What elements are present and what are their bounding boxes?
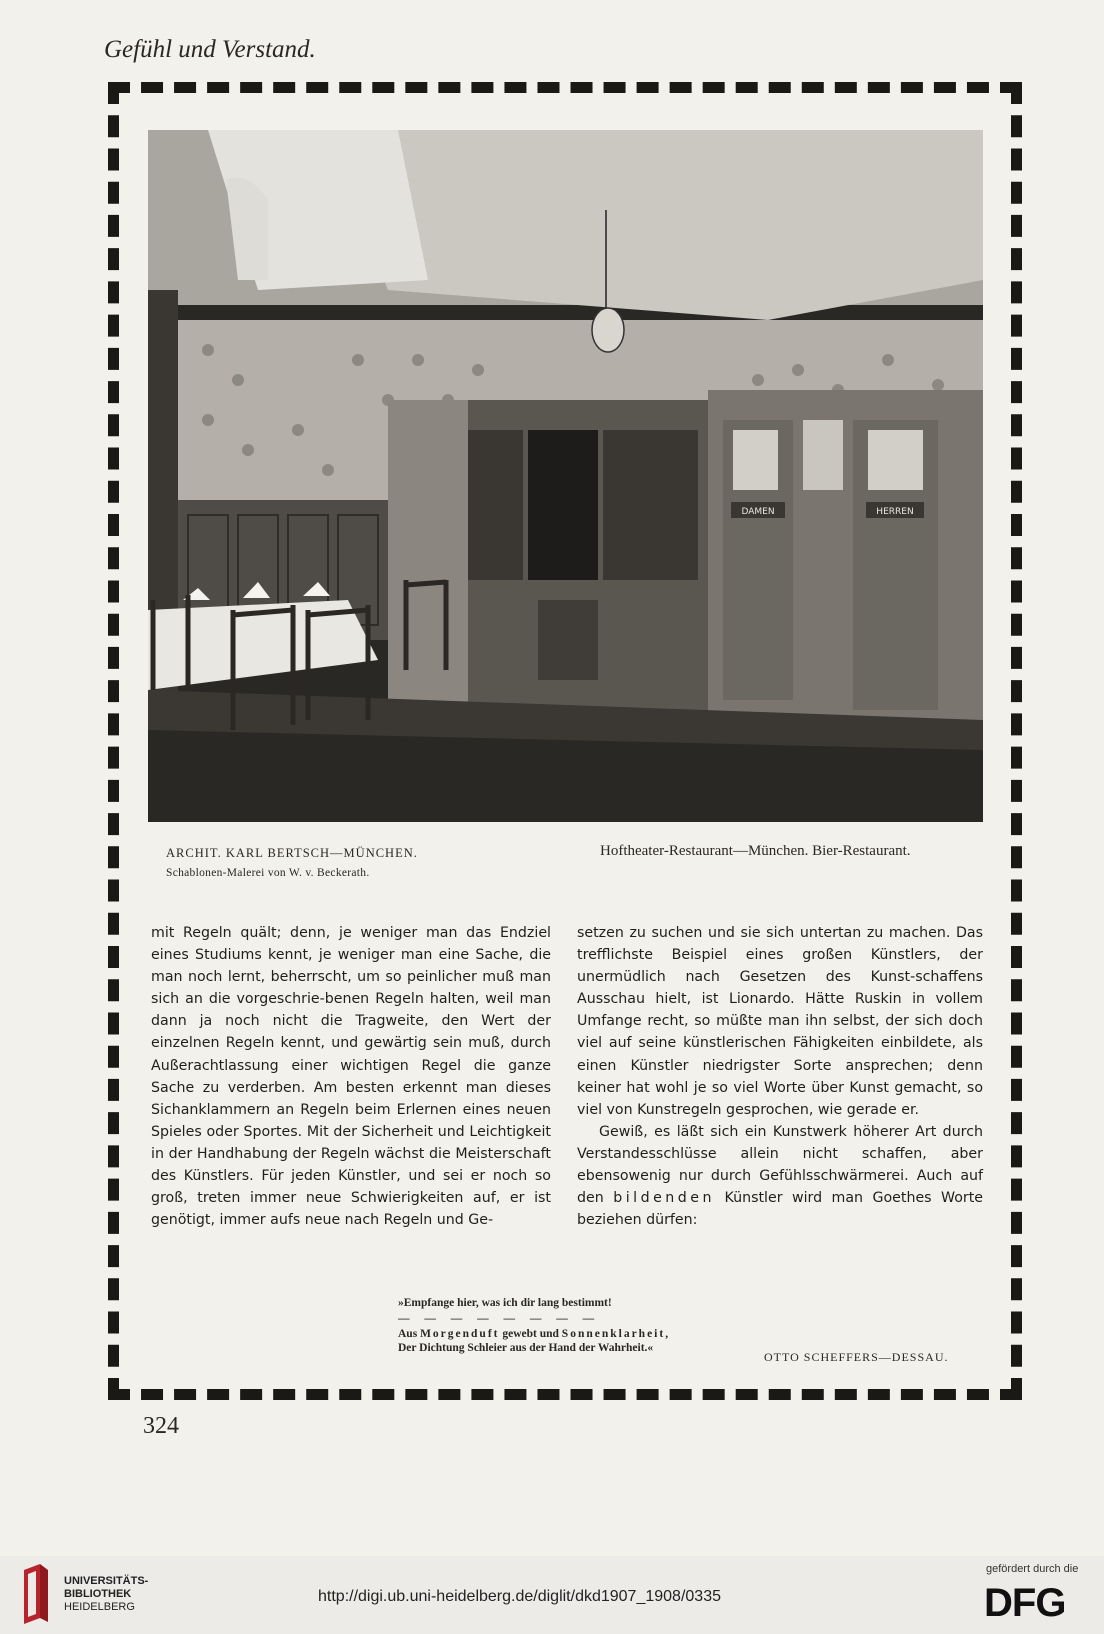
page-number: 324 (143, 1413, 179, 1439)
pendant-lamp (592, 308, 624, 352)
library-line-2: BIBLIOTHEK (64, 1588, 132, 1600)
quote-spaced-word-1: Morgenduft (420, 1328, 500, 1340)
library-line-1: UNIVERSITÄTS- (64, 1575, 149, 1587)
dfg-logo: DFG (984, 1581, 1066, 1625)
restaurant-photograph (148, 130, 983, 822)
quote-line-1: »Empfange hier, was ich dir lang bestimmt! (398, 1297, 612, 1309)
text-column-right (577, 922, 983, 1231)
caption-architect (166, 846, 418, 879)
author-signature: OTTO SCHEFFERS—DESSAU. (764, 1350, 949, 1364)
damen-sign: DAMEN (741, 507, 775, 517)
caption-painter: Schablonen-Malerei von W. v. Beckerath. (166, 867, 370, 879)
caption-architect-name: ARCHIT. KARL BERTSCH—MÜNCHEN. (166, 846, 418, 860)
quote-line-3-start: Aus (398, 1328, 418, 1340)
paragraph-right-2 (577, 1121, 983, 1231)
goethe-quote (398, 1296, 670, 1355)
photo-illustration (148, 130, 983, 822)
quote-dashes: — — — — — — — — (398, 1313, 601, 1325)
library-line-3: HEIDELBERG (64, 1601, 135, 1613)
paragraph-right-2-start: Gewiß, es läßt sich ein Kunstwerk höherer Art durch Verstandesschlüsse allein nicht schaffen, aber ebensowenig nur durch Gefühlsschwärmerei. Auch auf den (577, 1123, 983, 1207)
ceiling-plane (328, 130, 983, 320)
paragraph-left: mit Regeln quält; denn, je weniger man das Endziel eines Studiums kennt, je weniger man eine Sache, die man noch lernt, beherrscht, um so peinlicher muß man sich an die vorgeschrie-benen Regeln halten, weil man dann ja noch nicht die Tragweite, den Wert der einzelnen Regeln kennt, und gewärtig sein muß, durch Außerachtlassung einer wichtigen Regel die ganze Sache zu verderben. Am besten erkennt man dieses Sichanklammern an Regeln beim Erlernen eines neuen Spieles oder Sportes. Mit der Sicherheit und Leichtigkeit in der Handhabung der Regeln wächst die Meisterschaft des Künstlers. Für jeden Künstler, und sei er noch so groß, treten immer neue Schwierigkeiten auf, er ist genötigt, immer aufs neue nach Regeln und Ge- (151, 925, 551, 1229)
quote-line-3-mid: gewebt und (502, 1328, 559, 1340)
running-header: Gefühl und Verstand. (104, 36, 316, 63)
quote-spaced-word-2: Sonnenklarheit, (561, 1328, 671, 1340)
funding-note: gefördert durch die (986, 1563, 1079, 1575)
university-library-logo-icon (22, 1564, 50, 1624)
spaced-word: bildenden (613, 1190, 716, 1207)
herren-sign: HERREN (876, 507, 914, 517)
quote-line-4: Der Dichtung Schleier aus der Hand der Wahrheit.« (398, 1342, 654, 1354)
paragraph-right-2-end: Künstler wird man Goethes Worte beziehen dürfen: (577, 1190, 984, 1229)
caption-title: Hoftheater-Restaurant—München. Bier-Restaurant. (600, 843, 911, 859)
library-name (64, 1575, 148, 1614)
permalink-url[interactable]: http://digi.ub.uni-heidelberg.de/diglit/dkd1907_1908/0335 (318, 1588, 721, 1605)
text-column-left (151, 922, 551, 1231)
paragraph-right-1: setzen zu suchen und sie sich untertan zu machen. Das trefflichste Beispiel eines großen Künstlers, der unermüdlich nach Gesetzen des Kunst-schaffens Ausschau hielt, ist Lionardo. Hätte Ruskin in vollem Umfange recht, so müßte man ihn selbst, der sich doch viel auf seine künstlerischen Fähigkeiten einbildete, als einen Künstler niedrigster Sorte ansprechen; denn keiner hat wohl je so viel Worte über Kunst gemacht, so viel von Kunstregeln gesprochen, wie gerade er. (577, 925, 983, 1118)
